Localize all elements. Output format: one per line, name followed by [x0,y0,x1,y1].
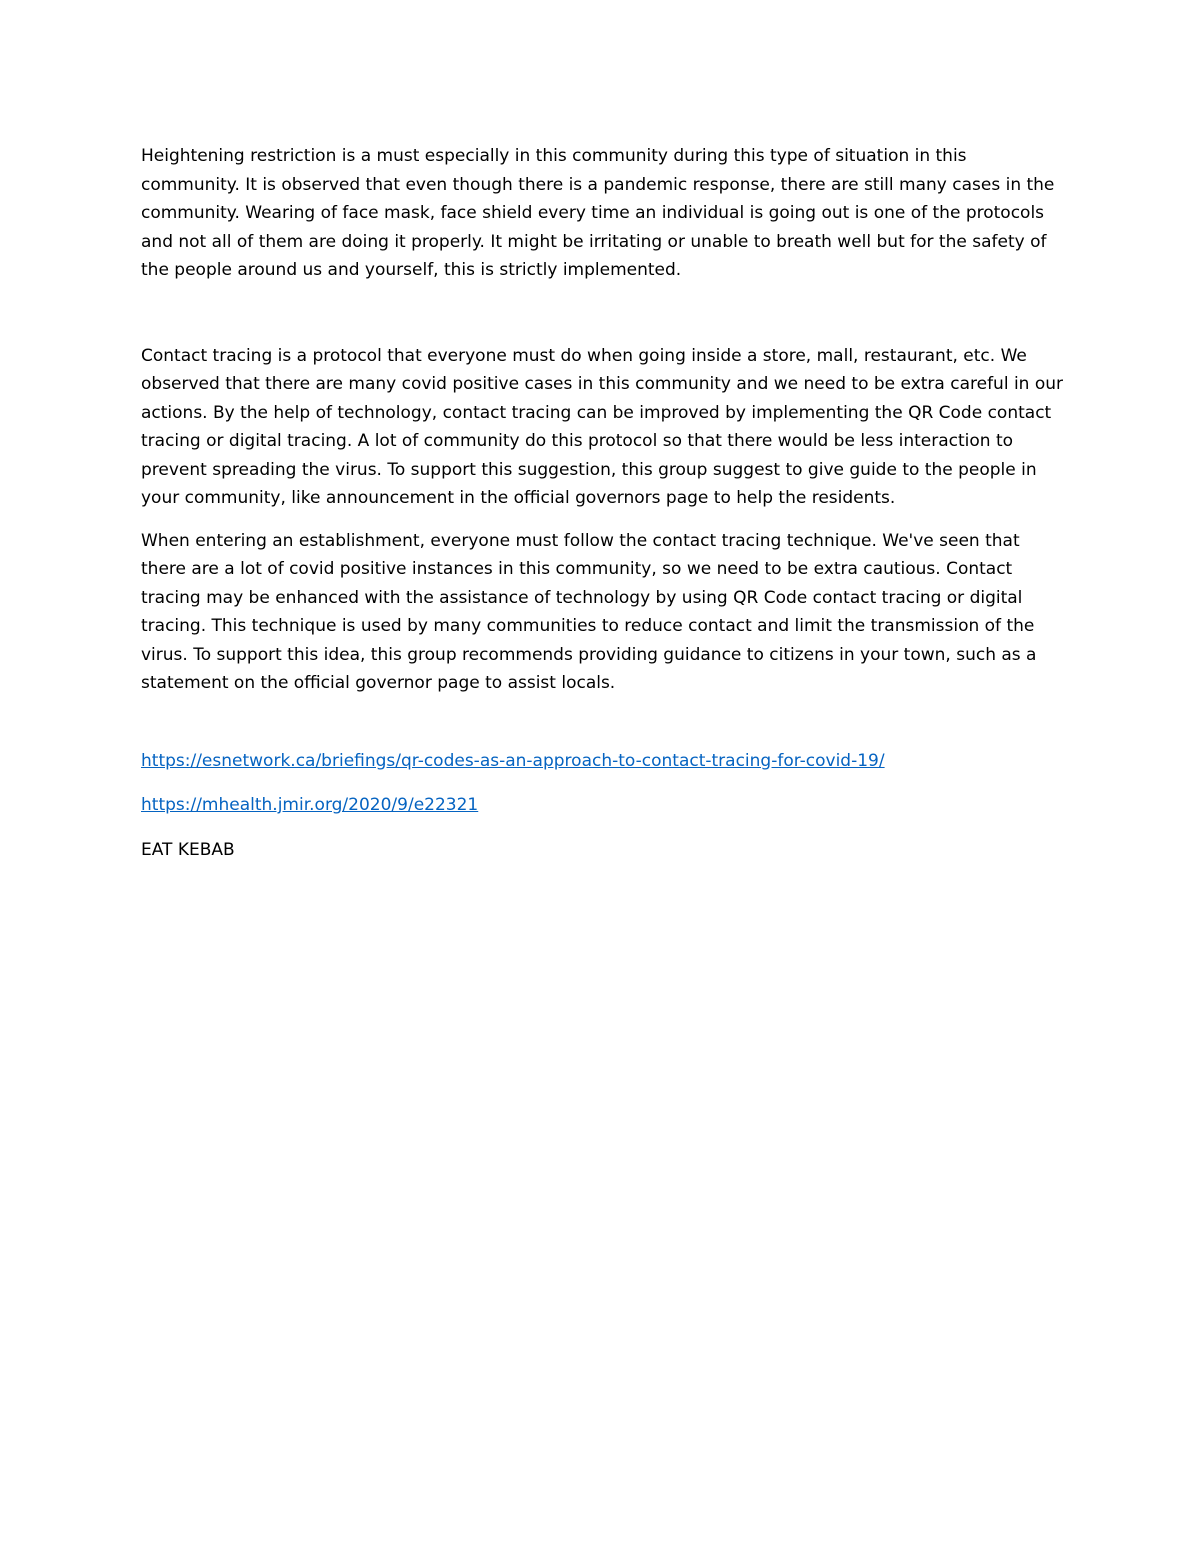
document-body [141,142,1066,864]
reference-line-2 [141,791,1066,820]
paragraph-establishment: When entering an establishment, everyone must follow the contact tracing technique. We've seen that there are a lot of covid positive instances in this community, so we need to be extra cautious. Contact tracing may be enhanced with the assistance of technology by using QR Code contact tracing or digital tracing. This technique is used by many communities to reduce contact and limit the transmission of the virus. To support this idea, this group recommends providing guidance to citizens in your town, such as a statement on the official governor page to assist locals. [141,530,1037,693]
paragraph-heightening-restriction: Heightening restriction is a must especially in this community during this type of situation in this community. It is observed that even though there is a pandemic response, there are still many cases in the community. Wearing of face mask, face shield every time an individual is going out is one of the protocols and not all of them are doing it properly. It might be irritating or unable to breath well but for the safety of the people around us and yourself, this is strictly implemented. [141,146,1055,280]
reference-line-1 [141,747,1066,776]
reference-link-jmir[interactable]: https://mhealth.jmir.org/2020/9/e22321 [141,795,479,815]
paragraph-contact-tracing: Contact tracing is a protocol that everyone must do when going inside a store, mall, restaurant, etc. We observed that there are many covid positive cases in this community and we need to be extra careful in our actions. By the help of technology, contact tracing can be improved by implementing the QR Code contact tracing or digital tracing. A lot of community do this protocol so that there would be less interaction to prevent spreading the virus. To support this suggestion, this group suggest to give guide to the people in your community, like announcement in the official governors page to help the residents. [141,345,1064,508]
signoff-text: EAT KEBAB [141,839,235,860]
reference-link-esnetwork[interactable]: https://esnetwork.ca/briefings/qr-codes-as-an-approach-to-contact-tracing-for-covid-19/ [141,750,885,771]
